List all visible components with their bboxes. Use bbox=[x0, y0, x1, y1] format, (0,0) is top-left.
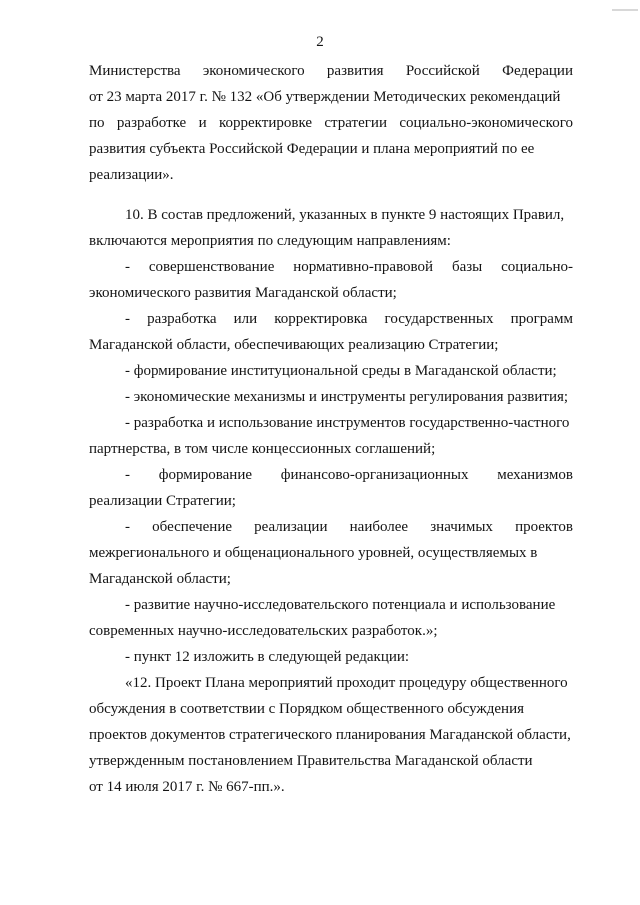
text-line bbox=[89, 748, 573, 774]
text-fragment: - bbox=[125, 519, 130, 535]
text-line bbox=[89, 592, 573, 618]
text-fragment: - пункт 12 изложить в следующей редакции: bbox=[125, 649, 410, 665]
text-line bbox=[89, 358, 573, 384]
text-line bbox=[89, 332, 573, 358]
text-fragment: - bbox=[125, 311, 130, 327]
text-fragment: и bbox=[198, 115, 207, 131]
text-fragment: от 23 марта 2017 г. № 132 «Об утверждении Методических рекомендаций bbox=[89, 89, 561, 105]
text-fragment: корректировка bbox=[274, 311, 368, 327]
text-line bbox=[89, 722, 573, 748]
text-fragment: партнерства, в том числе концессионных соглашений; bbox=[89, 441, 436, 457]
text-fragment: экономического bbox=[202, 63, 305, 79]
text-fragment: социально-экономического bbox=[399, 115, 573, 131]
text-fragment: - экономические механизмы и инструменты регулирования развития; bbox=[125, 389, 569, 405]
text-fragment: реализации». bbox=[89, 167, 174, 183]
text-fragment: программ bbox=[510, 311, 573, 327]
text-line bbox=[89, 306, 573, 332]
text-fragment: - развитие научно-исследовательского потенциала и использование bbox=[125, 597, 556, 613]
text-fragment: разработка bbox=[147, 311, 217, 327]
paragraph bbox=[89, 384, 573, 410]
text-line bbox=[89, 618, 573, 644]
text-fragment: - bbox=[125, 259, 130, 275]
text-fragment: межрегионального и общенационального уровней, осуществляемых в bbox=[89, 545, 538, 561]
text-fragment: совершенствование bbox=[148, 259, 275, 275]
text-line bbox=[89, 280, 573, 306]
text-fragment: - формирование институциональной среды в Магаданской области; bbox=[125, 363, 557, 379]
text-line bbox=[89, 254, 573, 280]
text-fragment: Магаданской области, обеспечивающих реализацию Стратегии; bbox=[89, 337, 499, 353]
paragraph bbox=[89, 462, 573, 514]
text-fragment: обеспечение bbox=[152, 519, 233, 535]
text-line bbox=[89, 774, 573, 800]
paragraph bbox=[89, 58, 573, 188]
text-fragment: развития bbox=[326, 63, 384, 79]
text-line bbox=[89, 696, 573, 722]
text-fragment: - разработка и использование инструментов государственно-частного bbox=[125, 415, 570, 431]
paragraph bbox=[89, 670, 573, 800]
paragraph bbox=[89, 410, 573, 462]
paragraph bbox=[89, 514, 573, 592]
text-fragment: нормативно-правовой bbox=[293, 259, 434, 275]
text-fragment: разработке bbox=[116, 115, 187, 131]
paragraph bbox=[89, 358, 573, 384]
text-fragment: корректировке bbox=[219, 115, 313, 131]
text-fragment: современных научно-исследовательских разработок.»; bbox=[89, 623, 438, 639]
text-line bbox=[89, 202, 573, 228]
text-line bbox=[89, 670, 573, 696]
text-line bbox=[89, 540, 573, 566]
text-fragment: обсуждения в соответствии с Порядком общественного обсуждения bbox=[89, 701, 525, 717]
text-fragment: от 14 июля 2017 г. № 667-пп.». bbox=[89, 779, 285, 795]
text-line bbox=[89, 58, 573, 84]
text-line bbox=[89, 84, 573, 110]
page-number: 2 bbox=[316, 34, 324, 50]
text-fragment: наиболее bbox=[349, 519, 409, 535]
text-fragment: государственных bbox=[384, 311, 494, 327]
paragraph bbox=[89, 306, 573, 358]
text-line bbox=[89, 136, 573, 162]
text-fragment: «12. Проект Плана мероприятий проходит процедуру общественного bbox=[125, 675, 568, 691]
text-line bbox=[89, 462, 573, 488]
text-line bbox=[89, 514, 573, 540]
paragraph bbox=[89, 592, 573, 644]
paragraph bbox=[89, 644, 573, 670]
text-fragment: механизмов bbox=[497, 467, 573, 483]
text-fragment: проектов bbox=[515, 519, 573, 535]
text-fragment: Магаданской области; bbox=[89, 571, 231, 587]
text-line bbox=[89, 162, 573, 188]
text-fragment: реализации bbox=[254, 519, 328, 535]
text-fragment: базы bbox=[451, 259, 483, 275]
text-fragment: по bbox=[89, 115, 105, 131]
text-fragment: Министерства bbox=[89, 63, 181, 79]
text-line bbox=[89, 110, 573, 136]
text-line bbox=[89, 384, 573, 410]
text-fragment: стратегии bbox=[324, 115, 387, 131]
text-fragment: включаются мероприятия по следующим направлениям: bbox=[89, 233, 451, 249]
text-line bbox=[89, 410, 573, 436]
text-fragment: - bbox=[125, 467, 130, 483]
text-fragment: развития субъекта Российской Федерации и плана мероприятий по ее bbox=[89, 141, 535, 157]
paragraph bbox=[89, 254, 573, 306]
text-fragment: Федерации bbox=[502, 63, 573, 79]
text-fragment: или bbox=[233, 311, 258, 327]
text-line bbox=[89, 566, 573, 592]
text-fragment: экономического развития Магаданской области; bbox=[89, 285, 397, 301]
paragraph bbox=[89, 202, 573, 254]
text-fragment: финансово-организационных bbox=[280, 467, 469, 483]
text-fragment: утвержденным постановлением Правительства Магаданской области bbox=[89, 753, 533, 769]
text-fragment: значимых bbox=[430, 519, 493, 535]
scan-corner-mark bbox=[610, 0, 640, 4]
text-line bbox=[89, 436, 573, 462]
text-fragment: реализации Стратегии; bbox=[89, 493, 236, 509]
text-line bbox=[89, 488, 573, 514]
text-line bbox=[89, 644, 573, 670]
text-line bbox=[89, 228, 573, 254]
text-fragment: 10. В состав предложений, указанных в пункте 9 настоящих Правил, bbox=[125, 207, 565, 223]
text-fragment: формирование bbox=[158, 467, 253, 483]
text-fragment: проектов документов стратегического планирования Магаданской области, bbox=[89, 727, 571, 743]
text-fragment: Российской bbox=[405, 63, 480, 79]
text-fragment: социально- bbox=[501, 259, 573, 275]
